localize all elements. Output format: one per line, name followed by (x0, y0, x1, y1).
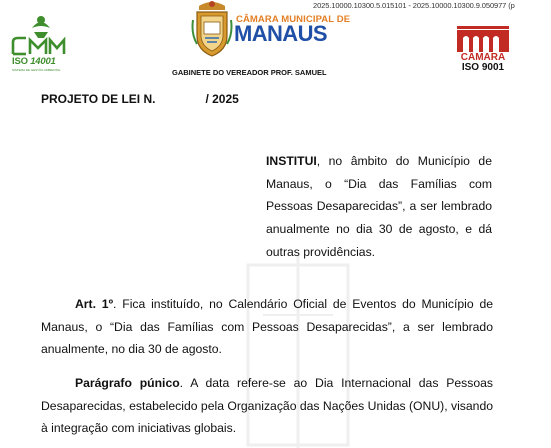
paragraph-text: . A data refere-se ao Dia Internacional das Pessoas Desaparecidas, estabelecido pela Organização das Nações Unidas (ONU), visando à integração com iniciativas globais. (41, 376, 493, 436)
article-1 (41, 293, 493, 361)
bill-title-year: / 2025 (205, 92, 239, 106)
bill-title (41, 92, 239, 106)
paragraph-unique (41, 372, 493, 440)
office-name: GABINETE DO VEREADOR PROF. SAMUEL (172, 68, 327, 77)
iso-9001-logo-icon (455, 24, 511, 54)
iso-14001-tagline: SISTEMA DE GESTÃO AMBIENTAL (12, 68, 61, 72)
bill-title-prefix: PROJETO DE LEI N. (41, 92, 156, 106)
summary-keyword: INSTITUI (266, 154, 317, 168)
article-1-label: Art. 1º (75, 297, 114, 311)
paragraph-label: Parágrafo púnico (75, 376, 180, 390)
article-1-text: . Fica instituído, no Calendário Oficial de Eventos do Município de Manaus, o “Dia das Famílias com Pessoas Desaparecidas”, a ser lembrado anualmente, no dia 30 de agosto. (41, 297, 493, 357)
bill-summary (266, 150, 492, 264)
chamber-title: MANAUS (234, 21, 327, 46)
city-crest-icon (191, 0, 233, 58)
protocol-reference: 2025.10000.10300.5.015101 - 2025.10000.10300.9.050977 (p (313, 1, 515, 10)
chamber-subtitle: CÂMARA MUNICIPAL DE (236, 14, 351, 25)
iso-14001-label: ISO 14001 (12, 56, 56, 67)
summary-text: , no âmbito do Município de Manaus, o “Dia das Famílias com Pessoas Desaparecidas”, a ser lembrado anualmente no dia 30 de agosto, e dá outras providências. (266, 154, 492, 259)
iso-9001-label: ISO 9001 (461, 62, 505, 73)
iso-9001-camara-label: CÂMARA (460, 52, 506, 63)
